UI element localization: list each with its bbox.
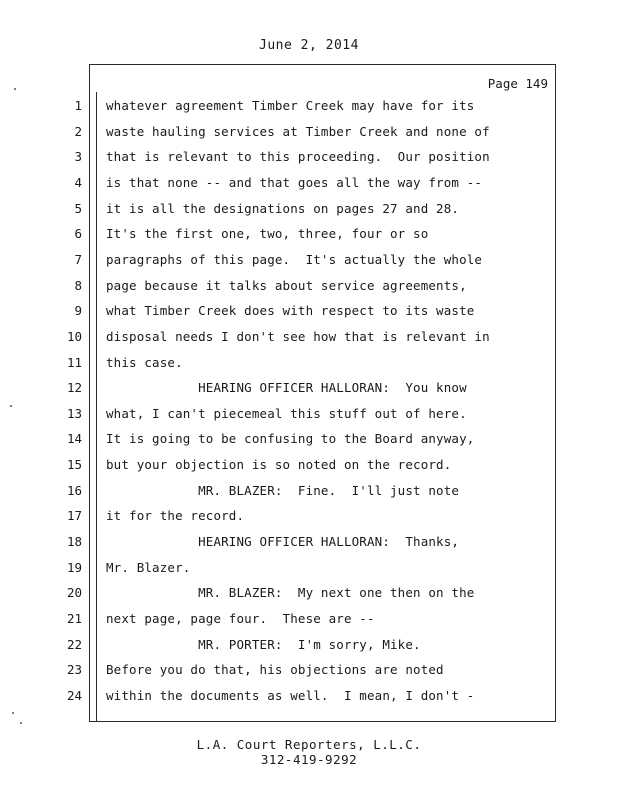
line-number: 20 — [66, 585, 82, 600]
line-number: 1 — [74, 98, 82, 113]
line-number: 12 — [66, 380, 82, 395]
footer-company: L.A. Court Reporters, L.L.C. — [196, 737, 422, 752]
transcript-line: is that none -- and that goes all the way from -- — [106, 175, 483, 190]
transcript-line: It is going to be confusing to the Board anyway, — [106, 431, 475, 446]
transcript-line: Mr. Blazer. — [106, 560, 191, 575]
transcript-line: within the documents as well. I mean, I don't - — [106, 688, 475, 703]
transcript-line: waste hauling services at Timber Creek and none of — [106, 124, 490, 139]
transcript-line: whatever agreement Timber Creek may have for its — [106, 98, 475, 113]
transcript-line: what, I can't piecemeal this stuff out of here. — [106, 406, 467, 421]
transcript-line: disposal needs I don't see how that is relevant in — [106, 329, 490, 344]
transcript-line: what Timber Creek does with respect to its waste — [106, 303, 475, 318]
line-number: 22 — [66, 637, 82, 652]
transcript-line: HEARING OFFICER HALLORAN: You know — [106, 380, 467, 395]
line-number: 21 — [66, 611, 82, 626]
transcript-date: June 2, 2014 — [259, 38, 359, 53]
line-number: 16 — [66, 483, 82, 498]
transcript-line: HEARING OFFICER HALLORAN: Thanks, — [106, 534, 460, 549]
line-number: 3 — [74, 149, 82, 164]
line-number: 14 — [66, 431, 82, 446]
transcript-line: that is relevant to this proceeding. Our position — [106, 149, 490, 164]
transcript-line: MR. BLAZER: My next one then on the — [106, 585, 475, 600]
line-number: 4 — [74, 175, 82, 190]
scan-speck — [14, 88, 16, 90]
line-number: 23 — [66, 662, 82, 677]
transcript-line: MR. BLAZER: Fine. I'll just note — [106, 483, 460, 498]
line-number: 5 — [74, 201, 82, 216]
footer-phone: 312-419-9292 — [260, 752, 358, 767]
line-number: 18 — [66, 534, 82, 549]
line-number: 17 — [66, 508, 82, 523]
transcript-line: paragraphs of this page. It's actually the whole — [106, 252, 483, 267]
transcript-line: Before you do that, his objections are noted — [106, 662, 444, 677]
line-number: 19 — [66, 560, 82, 575]
transcript-line: next page, page four. These are -- — [106, 611, 375, 626]
line-number: 13 — [66, 406, 82, 421]
transcript-line: it is all the designations on pages 27 and 28. — [106, 201, 460, 216]
scan-speck — [20, 722, 22, 724]
line-number: 7 — [74, 252, 82, 267]
margin-rule — [96, 92, 97, 722]
line-number: 15 — [66, 457, 82, 472]
line-number: 10 — [66, 329, 82, 344]
line-number: 24 — [66, 688, 82, 703]
transcript-line: but your objection is so noted on the record. — [106, 457, 452, 472]
transcript-line: MR. PORTER: I'm sorry, Mike. — [106, 637, 421, 652]
line-number: 2 — [74, 124, 82, 139]
scan-speck — [12, 712, 14, 714]
transcript-line: it for the record. — [106, 508, 245, 523]
transcript-line: this case. — [106, 355, 183, 370]
line-number: 6 — [74, 226, 82, 241]
line-number: 9 — [74, 303, 82, 318]
transcript-line: page because it talks about service agreements, — [106, 278, 467, 293]
line-number: 8 — [74, 278, 82, 293]
transcript-line: It's the first one, two, three, four or so — [106, 226, 429, 241]
line-number: 11 — [66, 355, 82, 370]
scan-speck — [10, 405, 12, 407]
page-number-label: Page 149 — [487, 76, 548, 91]
